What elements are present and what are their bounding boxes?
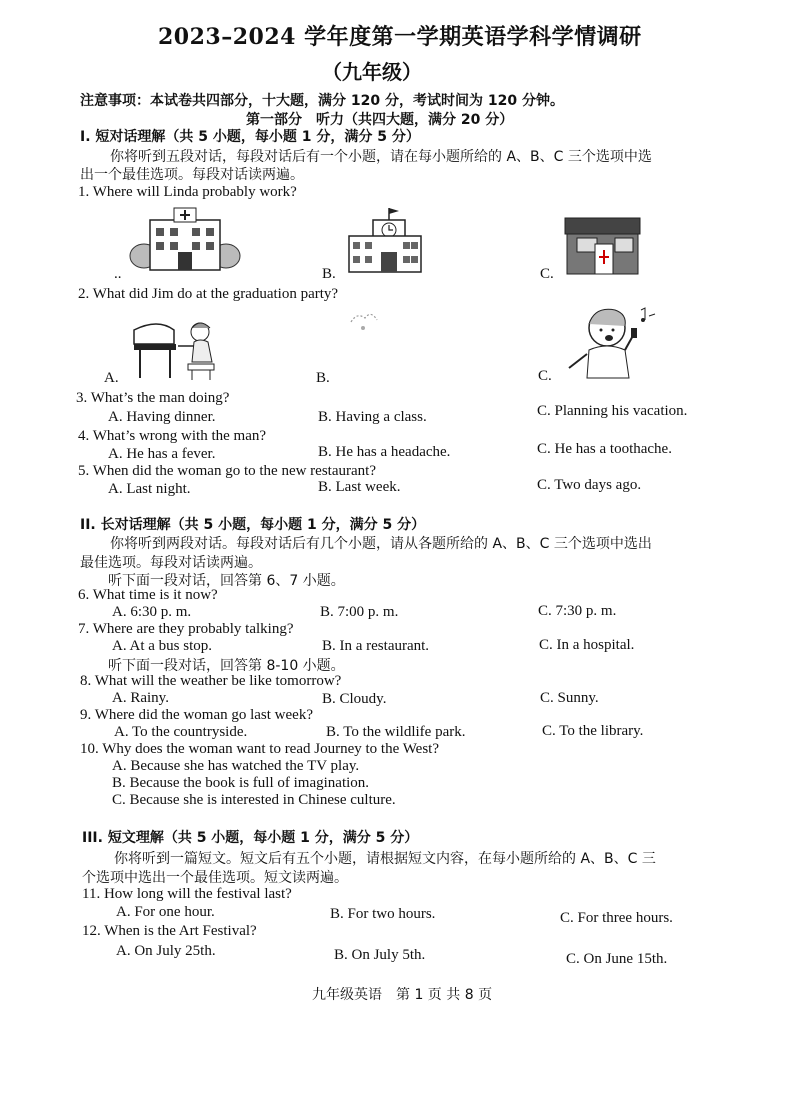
q7-option-a: A. At a bus stop. (112, 638, 213, 654)
q2-option-a-label: A. (104, 370, 119, 386)
question-10: 10. Why does the woman want to read Journey to the West? (80, 741, 439, 757)
q10-option-b: B. Because the book is full of imagination. (112, 775, 370, 791)
q9-option-b: B. To the wildlife park. (326, 724, 466, 740)
question-5: 5. When did the woman go to the new restaurant? (78, 463, 376, 479)
part1-heading: 第一部分 听力（共四大题，满分 20 分） (246, 112, 514, 128)
q3-option-a: A. Having dinner. (108, 409, 216, 425)
q11-option-a: A. For one hour. (116, 904, 215, 920)
singer-image (565, 302, 660, 380)
section1-heading: I. 短对话理解（共 5 小题，每小题 1 分，满分 5 分） (80, 129, 420, 145)
q2-option-b-label: B. (316, 370, 330, 386)
question-7: 7. Where are they probably talking? (78, 621, 294, 637)
q10-option-a: A. Because she has watched the TV play. (112, 758, 360, 774)
q2-option-c-label: C. (538, 368, 552, 384)
q3-option-c: C. Planning his vacation. (537, 403, 688, 419)
q9-option-a: A. To the countryside. (114, 724, 248, 740)
q1-option-c-label: C. (540, 266, 554, 282)
q4-option-b: B. He has a headache. (318, 444, 451, 460)
question-8: 8. What will the weather be like tomorrow? (80, 673, 342, 689)
q12-option-a: A. On July 25th. (116, 943, 216, 959)
section2-instr-1: 你将听到两段对话。每段对话后有几个小题，请从各题所给的 A、B、C 三个选项中选出 (110, 536, 652, 552)
q6-option-b: B. 7:00 p. m. (320, 604, 399, 620)
section2-heading: II. 长对话理解（共 5 小题，每小题 1 分，满分 5 分） (80, 517, 426, 533)
question-9: 9. Where did the woman go last week? (80, 707, 313, 723)
section2-lead-2: 听下面一段对话，回答第 8-10 小题。 (108, 658, 345, 674)
q12-option-c: C. On June 15th. (566, 951, 668, 967)
q10-option-c: C. Because she is interested in Chinese culture. (112, 792, 396, 808)
section3-instr-1: 你将听到一篇短文。短文后有五个小题，请根据短文内容，在每小题所给的 A、B、C 三 (114, 851, 656, 867)
q7-option-c: C. In a hospital. (539, 637, 635, 653)
question-1: 1. Where will Linda probably work? (78, 184, 297, 200)
section1-instr-2: 出一个最佳选项。每段对话读两遍。 (80, 167, 304, 183)
question-11: 11. How long will the festival last? (82, 886, 292, 902)
section2-lead-1: 听下面一段对话，回答第 6、7 小题。 (108, 573, 345, 589)
faint-sketch-image (345, 306, 385, 336)
q5-option-a: A. Last night. (108, 481, 191, 497)
q8-option-b: B. Cloudy. (322, 691, 387, 707)
shop-image (565, 218, 640, 276)
school-image (345, 206, 425, 274)
q11-option-b: B. For two hours. (330, 906, 436, 922)
q1-option-b-label: B. (322, 266, 336, 282)
q3-option-b: B. Having a class. (318, 409, 427, 425)
q7-option-b: B. In a restaurant. (322, 638, 430, 654)
grade-label: （九年级） (322, 60, 422, 84)
piano-player-image (128, 318, 228, 382)
q12-option-b: B. On July 5th. (334, 947, 426, 963)
question-4: 4. What’s wrong with the man? (78, 428, 267, 444)
section1-instr-1: 你将听到五段对话，每段对话后有一个小题，请在每小题所给的 A、B、C 三个选项中选 (110, 149, 652, 165)
hospital-image (130, 206, 240, 272)
section3-heading: III. 短文理解（共 5 小题，每小题 1 分，满分 5 分） (82, 830, 419, 846)
question-2: 2. What did Jim do at the graduation party? (78, 286, 339, 302)
q6-option-a: A. 6:30 p. m. (112, 604, 192, 620)
question-3: 3. What’s the man doing? (76, 390, 230, 406)
section2-instr-2: 最佳选项。每段对话读两遍。 (80, 555, 262, 571)
q4-option-c: C. He has a toothache. (537, 441, 672, 457)
question-12: 12. When is the Art Festival? (82, 923, 257, 939)
q1-option-a-label: .. (114, 266, 122, 282)
exam-title: 2023–2024 学年度第一学期英语学科学情调研 (158, 24, 642, 50)
section3-instr-2: 个选项中选出一个最佳选项。短文读两遍。 (82, 870, 348, 886)
q6-option-c: C. 7:30 p. m. (538, 603, 617, 619)
q5-option-b: B. Last week. (318, 479, 401, 495)
q8-option-a: A. Rainy. (112, 690, 169, 706)
q8-option-c: C. Sunny. (540, 690, 599, 706)
question-6: 6. What time is it now? (78, 587, 218, 603)
q9-option-c: C. To the library. (542, 723, 644, 739)
notice: 注意事项：本试卷共四部分，十大题，满分 120 分，考试时间为 120 分钟。 (80, 93, 564, 109)
q4-option-a: A. He has a fever. (108, 446, 216, 462)
q5-option-c: C. Two days ago. (537, 477, 642, 493)
q11-option-c: C. For three hours. (560, 910, 673, 926)
page-footer: 九年级英语 第 1 页 共 8 页 (312, 987, 493, 1003)
